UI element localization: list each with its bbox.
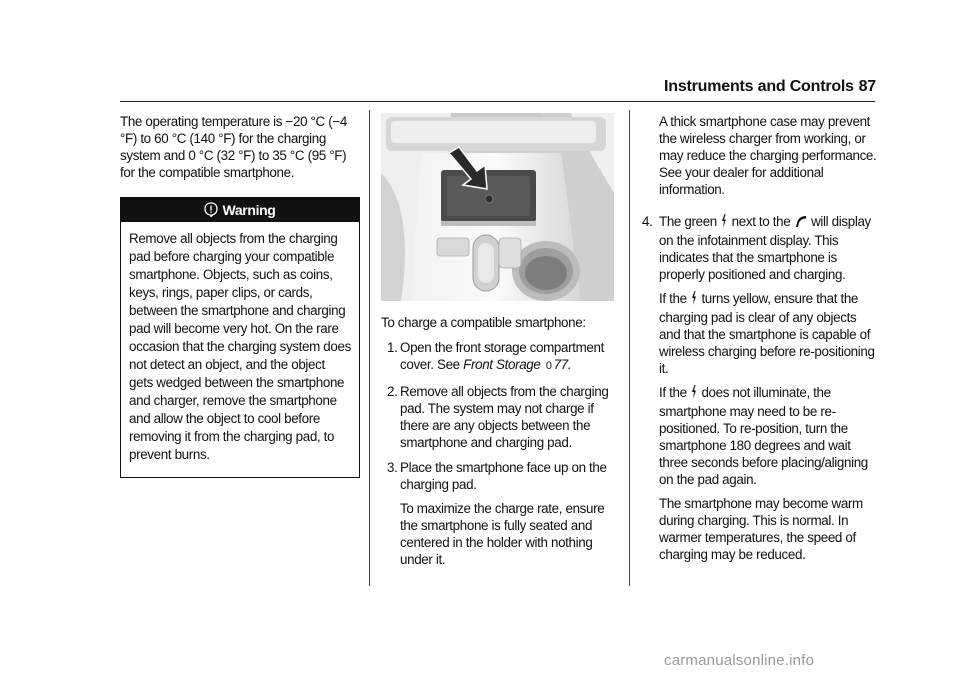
step-subtext: To maximize the charge rate, ensure the smartphone is fully seated and centered in the holder with nothing under it. (400, 501, 605, 567)
list-item (381, 459, 621, 568)
step-text: next to the (731, 214, 791, 229)
warning-header (121, 198, 359, 222)
column-right (642, 113, 878, 571)
warning-box (120, 197, 360, 478)
step-text: will display on the infotainment display. This indicates that the smartphone is properly positioned and charging. (659, 214, 871, 282)
text-run: If the (659, 385, 687, 400)
phone-signal-icon (795, 215, 807, 232)
list-item (381, 383, 621, 451)
lightning-bolt-icon (721, 214, 727, 232)
warning-exclamation-icon (204, 198, 218, 222)
page-number: 87 (858, 78, 876, 95)
charging-steps-cont (642, 213, 878, 563)
list-item (381, 339, 621, 375)
lightning-bolt-icon (691, 385, 697, 403)
column-divider-1 (369, 110, 370, 586)
column-left (120, 113, 360, 478)
text-run: does not illuminate, the smartphone may need to be re-positioned. To re-position, turn the smartphone 180 degrees and wait three seconds before placing/aligning on the pad again. (659, 385, 868, 487)
yellow-paragraph (659, 290, 878, 377)
step-text: Remove all objects from the charging pad. The system may not charge if there are any objects between the smartphone and charging pad. (400, 384, 609, 450)
charging-pad-photo (381, 113, 614, 301)
text-run: If the (659, 291, 687, 306)
step-text: Place the smartphone face up on the charging pad. (400, 460, 607, 492)
section-title: Instruments and Controls (664, 78, 854, 95)
warning-text: Remove all objects from the charging pad before charging your compatible smartphone. Objects, such as coins, keys, rings, paper clips, or cards, between the smartphone and charging pad will become very hot. On the rare occasion that the charging system does not detect an object, and the object gets wedged between the smartphone and charger, remove the smartphone and allow the object to cool before removing it from the charging pad, to prevent burns. (129, 231, 351, 462)
front-storage-link[interactable]: Front Storage (463, 357, 541, 372)
step-text: The green (659, 214, 717, 229)
charging-steps (381, 339, 621, 568)
case-paragraph: A thick smartphone case may prevent the wireless charger from working, or may reduce the charging performance. See your dealer for additional information. (659, 114, 877, 197)
text-run: turns yellow, ensure that the charging pad is clear of any objects and that the smartphone is capable of wireless charging before re-positioning it. (659, 291, 875, 376)
warning-title: Warning (222, 202, 276, 218)
watermark: carmanualsonline.info (664, 652, 815, 669)
list-item (642, 213, 878, 563)
header-rule (120, 101, 875, 102)
page-reference-icon: 0 (545, 360, 552, 372)
column-divider-2 (629, 110, 630, 586)
steps-lead: To charge a compatible smartphone: (381, 315, 586, 330)
not-illuminate-paragraph (659, 384, 878, 488)
temperature-paragraph: The operating temperature is −20 °C (−4 °F) to 60 °C (140 °F) for the charging system and 0 °C (32 °F) to 35 °C (95 °F) for the compatible smartphone. (120, 114, 347, 180)
step-number: 4. (642, 214, 653, 229)
step-number: 2. (387, 384, 398, 399)
lightning-bolt-icon (691, 291, 697, 309)
running-header (664, 78, 876, 96)
page-reference[interactable]: 77. (553, 357, 572, 372)
step-number: 3. (387, 460, 398, 475)
step-number: 1. (387, 340, 398, 355)
column-middle (381, 314, 621, 576)
step-text: Open the front storage compartment cover. See (400, 340, 604, 372)
warm-paragraph: The smartphone may become warm during charging. This is normal. In warmer temperatures, the speed of charging may be reduced. (659, 496, 863, 562)
